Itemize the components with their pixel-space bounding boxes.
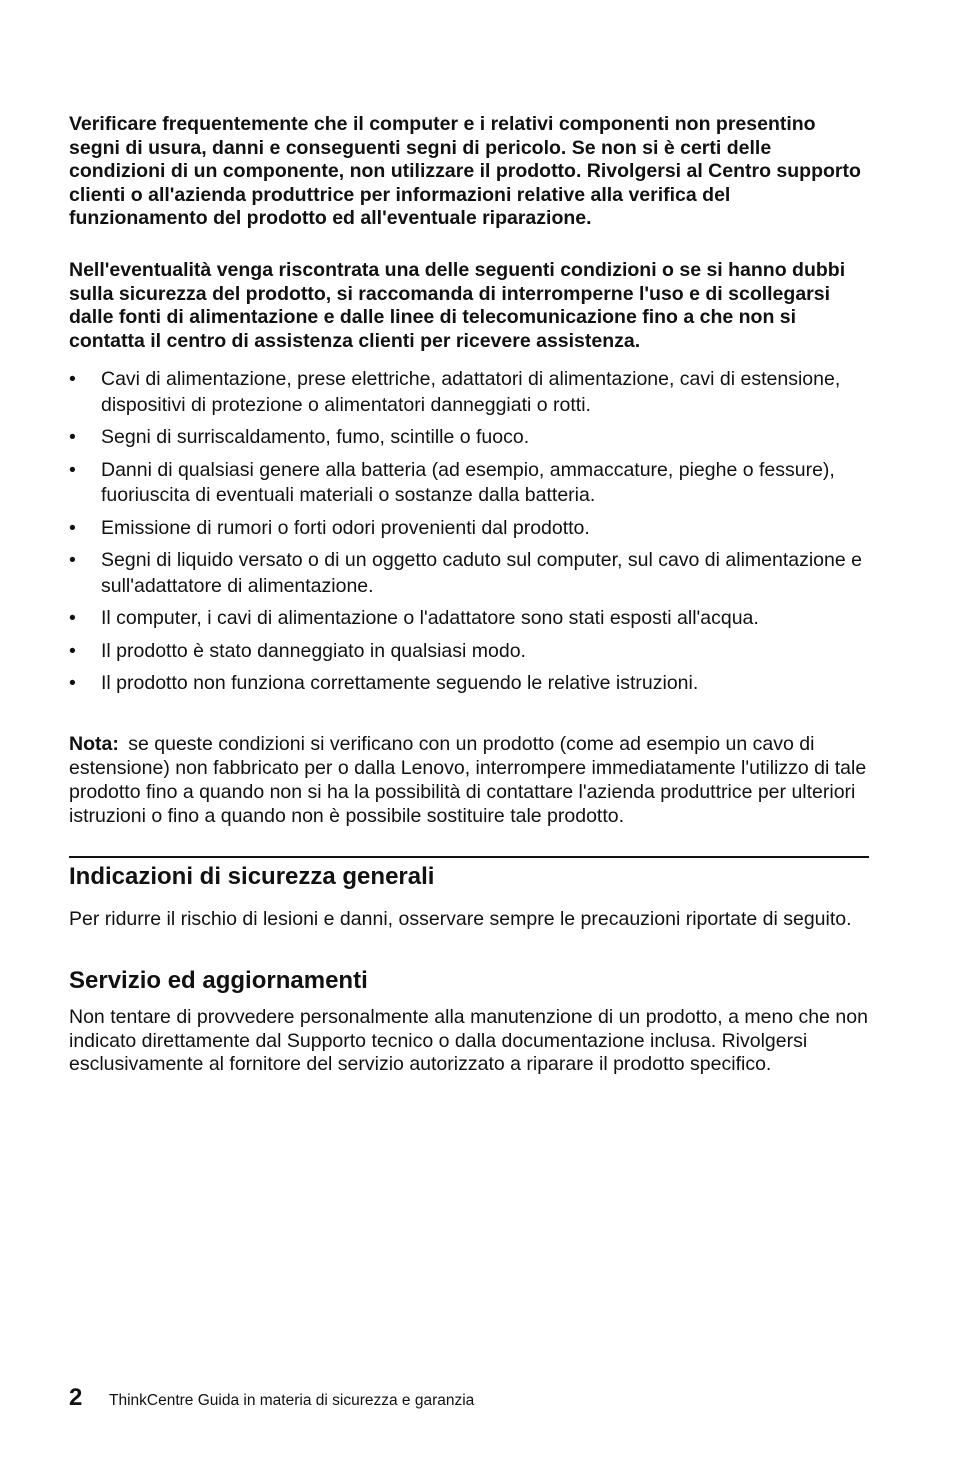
warning-paragraph-inspection: Verificare frequentemente che il computer e i relativi componenti non presentino segni di usura, danni e conseguenti segni di pericolo. Se non si è certi delle condizioni di un componente, non utilizzare il prodotto. Rivolgersi al Centro supporto clienti o all'azienda produttrice per informazioni relative alla verifica del funzionamento del prodotto ed all'eventuale riparazione. [69, 113, 861, 230]
list-item [69, 639, 869, 665]
section-heading-general-safety: Indicazioni di sicurezza generali [69, 863, 435, 891]
note-paragraph [69, 733, 869, 829]
list-item-text: Emissione di rumori o forti odori provenienti dal prodotto. [101, 516, 590, 539]
bullet-icon: • [69, 458, 76, 481]
bullet-icon: • [69, 368, 76, 391]
service-paragraph: Non tentare di provvedere personalmente alla manutenzione di un prodotto, a meno che non indicato direttamente dal Supporto tecnico o dalla documentazione inclusa. Rivolgersi esclusivamente al fornitore del servizio autorizzato a riparare il prodotto specifico. [69, 1006, 868, 1076]
section-divider [69, 856, 869, 858]
list-item-text: Segni di surriscaldamento, fumo, scintille o fuoco. [101, 426, 530, 449]
list-item [69, 548, 869, 599]
list-item [69, 516, 869, 542]
list-item-text: Il computer, i cavi di alimentazione o l'adattatore sono stati esposti all'acqua. [101, 607, 759, 630]
bullet-icon: • [69, 672, 76, 695]
bullet-icon: • [69, 549, 76, 572]
list-item [69, 367, 869, 418]
list-item-text: Il prodotto non funziona correttamente seguendo le relative istruzioni. [101, 672, 699, 695]
note-label: Nota: [69, 732, 119, 755]
bullet-icon: • [69, 639, 76, 662]
list-item-text: Il prodotto è stato danneggiato in qualsiasi modo. [101, 639, 526, 662]
general-safety-paragraph: Per ridurre il rischio di lesioni e danni, osservare sempre le precauzioni riportate di seguito. [69, 908, 852, 931]
note-text: se queste condizioni si verificano con un prodotto (come ad esempio un cavo di estensione) non fabbricato per o dalla Lenovo, interrompere immediatamente l'utilizzo di tale prodotto fino a quando non si ha la possibilità di contattare l'azienda produttrice per ulteriori istruzioni o fino a quando non è possibile sostituire tale prodotto. [69, 732, 867, 827]
bullet-icon: • [69, 426, 76, 449]
list-item-text: Cavi di alimentazione, prese elettriche, adattatori di alimentazione, cavi di estensione, dispositivi di protezione o alimentatori danneggiati o rotti. [101, 368, 841, 416]
page-number: 2 [69, 1384, 83, 1411]
list-item-text: Segni di liquido versato o di un oggetto caduto sul computer, sul cavo di alimentazione e sull'adattatore di alimentazione. [101, 549, 862, 597]
warning-paragraph-conditions: Nell'eventualità venga riscontrata una delle seguenti condizioni o se si hanno dubbi sulla sicurezza del prodotto, si raccomanda di interromperne l'uso e di scollegarsi dalle fonti di alimentazione e dalle linee di telecomunicazione fino a che non si contatta il centro di assistenza clienti per ricevere assistenza. [69, 258, 846, 352]
list-item [69, 671, 869, 697]
list-item [69, 458, 869, 509]
conditions-list [69, 367, 869, 697]
page-content [69, 113, 869, 1077]
document-title: ThinkCentre Guida in materia di sicurezza e garanzia [109, 1392, 475, 1409]
list-item [69, 425, 869, 451]
list-item [69, 606, 869, 632]
page-footer [69, 1384, 474, 1415]
bullet-icon: • [69, 516, 76, 539]
bullet-icon: • [69, 607, 76, 630]
list-item-text: Danni di qualsiasi genere alla batteria (ad esempio, ammaccature, pieghe o fessure), fuoriuscita di eventuali materiali o sostanze dalla batteria. [101, 458, 835, 507]
section-heading-service: Servizio ed aggiornamenti [69, 967, 368, 995]
